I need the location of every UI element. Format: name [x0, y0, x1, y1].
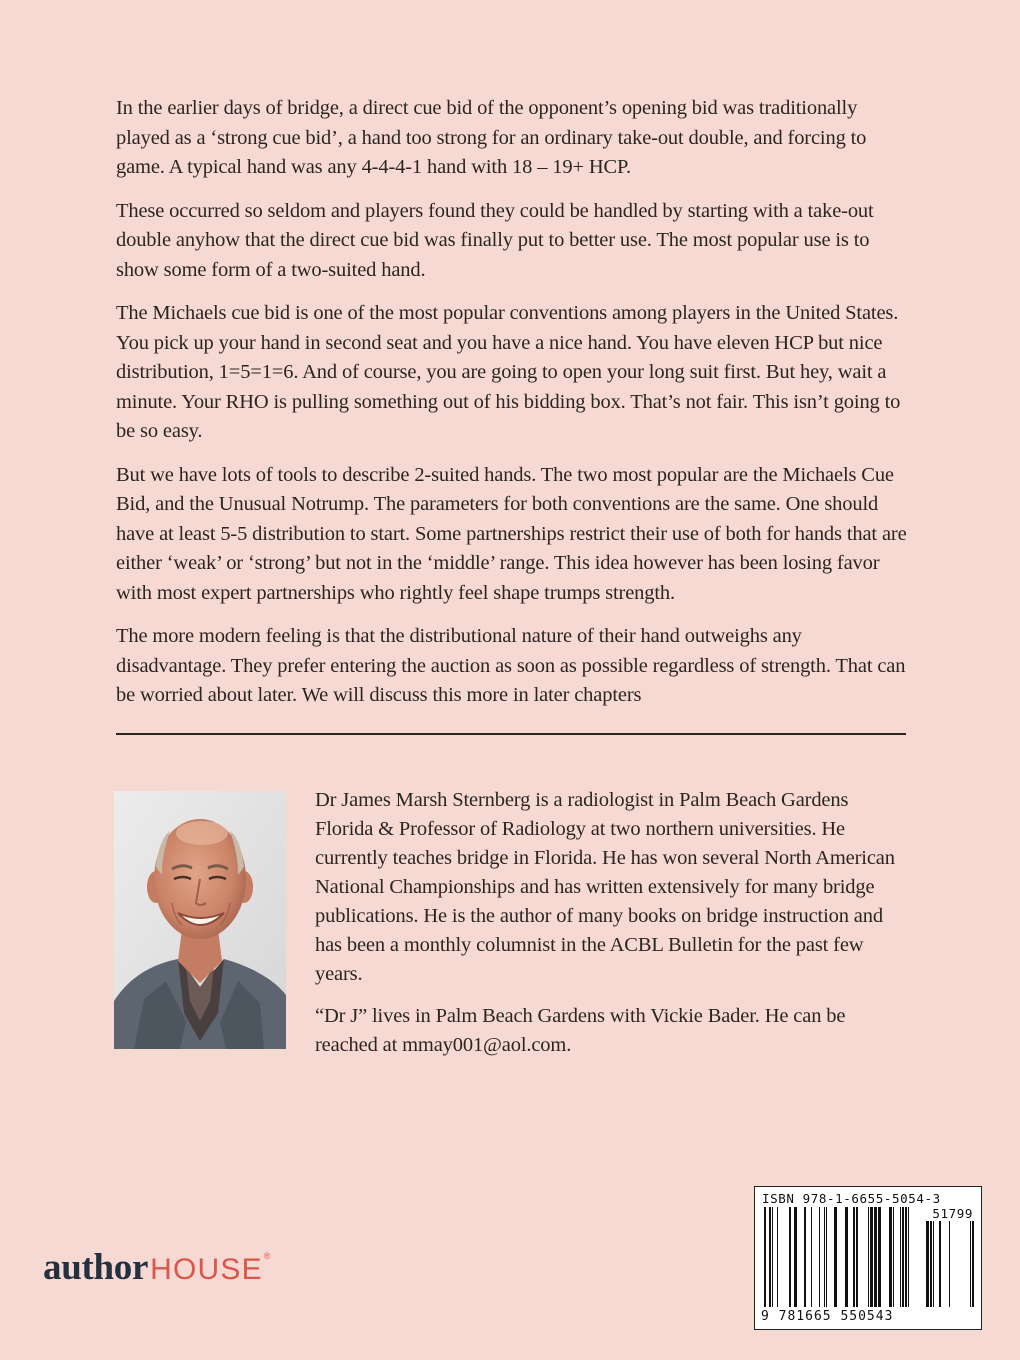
- author-bio: [315, 786, 911, 1073]
- back-cover-blurb: [116, 94, 908, 725]
- isbn-barcode: [754, 1186, 982, 1330]
- logo-author-text: author: [43, 1247, 149, 1288]
- barcode-digits: 9 781665 550543: [761, 1309, 894, 1324]
- bio-paragraph: Dr James Marsh Sternberg is a radiologist in Palm Beach Gardens Florida & Professor of Radiology at two northern universities. He currently teaches bridge in Florida. He has won several North American National Championships and has written extensively for many bridge publications. He is the author of many books on bridge instruction and has been a monthly columnist in the ACBL Bulletin for the past few years.: [315, 789, 895, 985]
- bio-paragraph: “Dr J” lives in Palm Beach Gardens with Vickie Bader. He can be reached at mmay001@aol.com.: [315, 1005, 846, 1056]
- blurb-paragraph: But we have lots of tools to describe 2-suited hands. The two most popular are the Michaels Cue Bid, and the Unusual Notrump. The parameters for both conventions are the same. One should have at least 5-5 distribution to start. Some partnerships restrict their use of both for hands that are either ‘weak’ or ‘strong’ but not in the ‘middle’ range. This idea however has been losing favor with most expert partnerships who rightly feel shape trumps strength.: [116, 463, 907, 604]
- blurb-paragraph: In the earlier days of bridge, a direct cue bid of the opponent’s opening bid was traditionally played as a ‘strong cue bid’, a hand too strong for an ordinary take-out double, and forcing to game. A typical hand was any 4-4-4-1 hand with 18 – 19+ HCP.: [116, 97, 867, 178]
- blurb-paragraph: The Michaels cue bid is one of the most popular conventions among players in the United States. You pick up your hand in second seat and you have a nice hand. You have eleven HCP but nice distribution, 1=5=1=6. And of course, you are going to open your long suit first. But hey, wait a minute. Your RHO is pulling something out of his bidding box. That’s not fair. This isn’t going to be so easy.: [116, 302, 901, 442]
- price-code: 51799: [932, 1206, 973, 1221]
- registered-mark: ®: [263, 1251, 271, 1261]
- publisher-logo: [43, 1246, 270, 1296]
- blurb-paragraph: These occurred so seldom and players found they could be handled by starting with a take-out double anyhow that the direct cue bid was finally put to better use. The most popular use is to show some form of a two-suited hand.: [116, 199, 874, 281]
- barcode-bars: [760, 1207, 978, 1309]
- isbn-label: ISBN 978-1-6655-5054-3: [762, 1191, 941, 1206]
- logo-house-text: HOUSE: [150, 1253, 263, 1286]
- section-divider: [116, 733, 906, 735]
- author-photo: [114, 791, 286, 1049]
- blurb-paragraph: The more modern feeling is that the distributional nature of their hand outweighs any disadvantage. They prefer entering the auction as soon as possible regardless of strength. That can be worried about later. We will discuss this more in later chapters: [116, 625, 906, 706]
